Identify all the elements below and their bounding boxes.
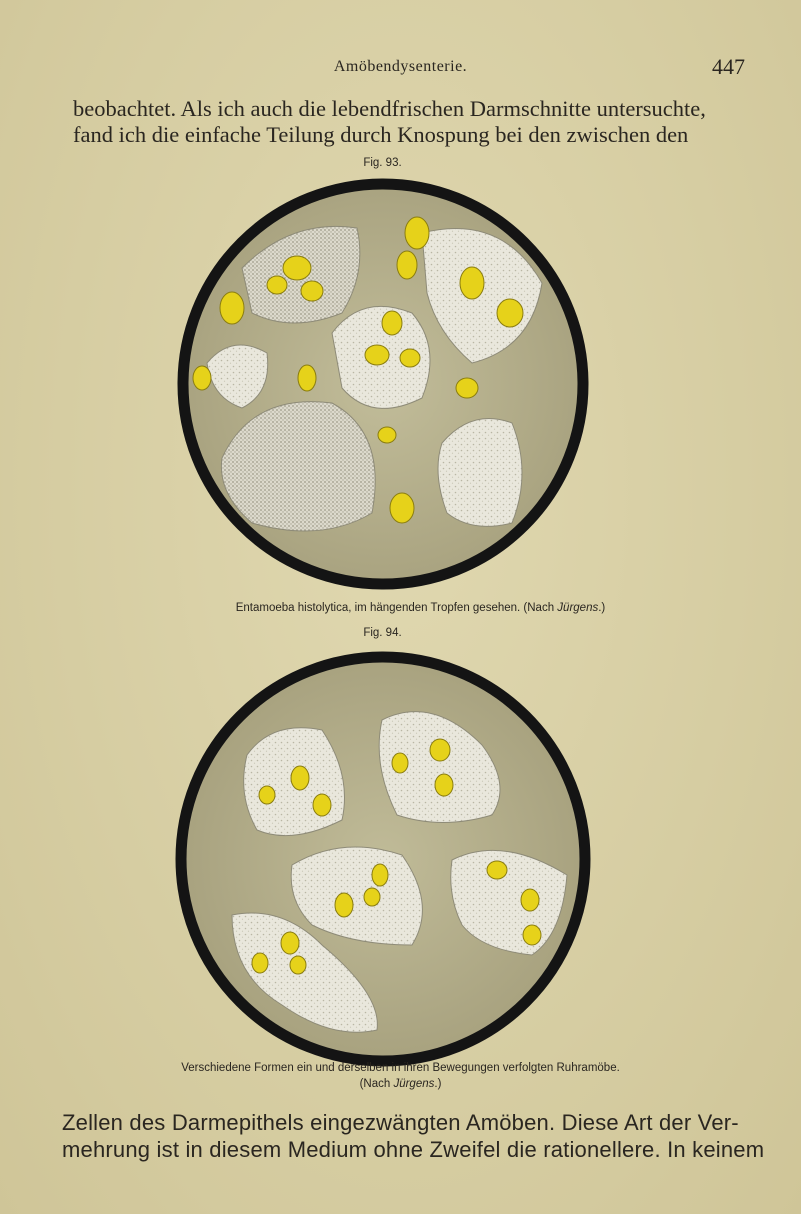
figure-94-label: Fig. 94. <box>363 627 402 639</box>
figure-93-label: Fig. 93. <box>363 157 402 169</box>
figure-94-caption-line-2 <box>0 1078 801 1090</box>
body-text-line-2: fand ich die einfache Teilung durch Knospung bei den zwischen den <box>73 122 689 147</box>
caption-94-author: Jürgens <box>393 1078 435 1090</box>
caption-94-start: (Nach <box>359 1078 394 1090</box>
caption-94-end: .) <box>434 1078 442 1090</box>
caption-93-end: .) <box>598 602 606 614</box>
body-text-line-3: Zellen des Darmepithels eingezwängten Amöben. Diese Art der Ver- <box>62 1110 739 1135</box>
body-text-line-4: mehrung ist in diesem Medium ohne Zweifel die rationellere. In keinem <box>62 1137 765 1162</box>
figure-94-microscope-plate <box>172 645 594 1073</box>
page-number: 447 <box>712 54 745 79</box>
figure-94-caption-line-1: Verschiedene Formen ein und derselben in ihren Bewegungen verfolgten Ruhramöbe. <box>181 1062 620 1074</box>
body-text-line-1: beobachtet. Als ich auch die lebendfrischen Darmschnitte untersuchte, <box>73 96 706 121</box>
caption-93-author: Jürgens <box>557 602 599 614</box>
caption-93-text: Entamoeba histolytica, im hängenden Tropfen gesehen. (Nach <box>235 602 558 614</box>
figure-93-caption <box>20 602 801 614</box>
figure-93-microscope-plate <box>172 173 594 595</box>
running-head: Amöbendysenterie. <box>333 58 468 75</box>
